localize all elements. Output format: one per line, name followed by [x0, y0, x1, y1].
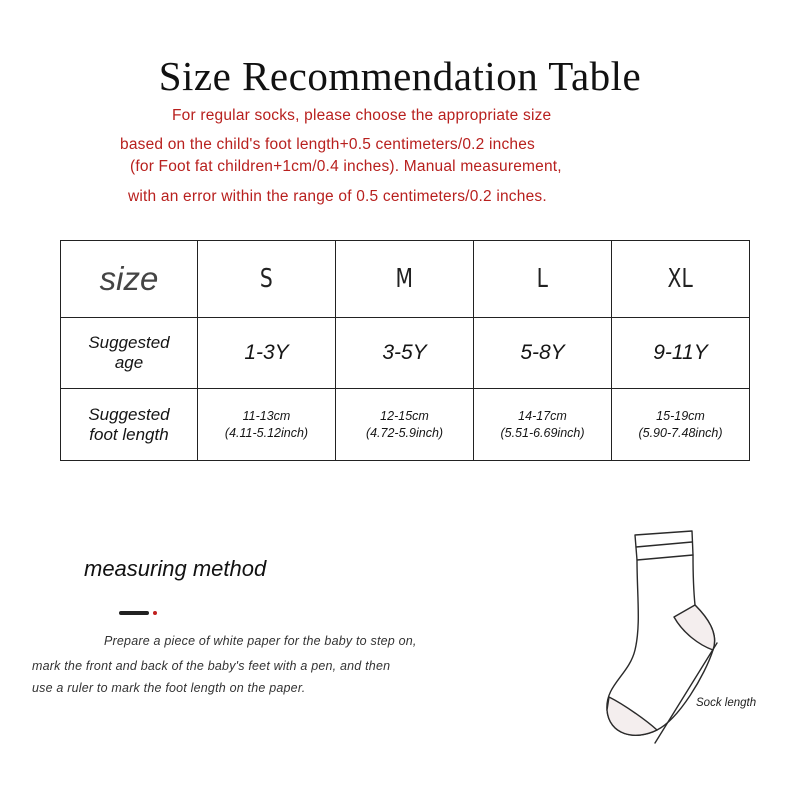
sock-icon [595, 525, 785, 755]
note-line-3: (for Foot fat children+1cm/0.4 inches). Manual measurement, [130, 158, 562, 175]
size-xl: XL [667, 264, 694, 294]
foot-inch-s: (4.11-5.12inch) [224, 425, 309, 440]
instruction-line-1: Prepare a piece of white paper for the baby to step on, [104, 634, 417, 648]
foot-cm-xl: 15-19cm [656, 408, 705, 423]
size-table [60, 240, 750, 461]
note-line-2: based on the child's foot length+0.5 centimeters/0.2 inches [120, 136, 536, 153]
age-label-1: Suggested [88, 333, 170, 352]
size-cell-m [336, 241, 474, 318]
instruction-line-3: use a ruler to mark the foot length on the paper. [32, 681, 306, 695]
size-cell-xl [612, 241, 750, 318]
page-title: Size Recommendation Table [158, 53, 642, 99]
table-row-age [61, 318, 750, 389]
size-m: M [395, 264, 414, 294]
foot-cell-l [474, 389, 612, 461]
foot-cm-s: 11-13cm [242, 408, 291, 423]
age-cell-m [336, 318, 474, 389]
size-s: S [260, 264, 273, 294]
table-row-foot-length [61, 389, 750, 461]
note-line-4: with an error within the range of 0.5 centimeters/0.2 inches. [128, 188, 547, 205]
age-l: 5-8Y [520, 341, 565, 364]
size-cell-s [198, 241, 336, 318]
age-label-2: age [114, 353, 144, 372]
foot-header-cell [61, 389, 198, 461]
foot-label-2: foot length [89, 424, 169, 444]
sock-length-label: Sock length [696, 697, 757, 709]
measuring-method-title: measuring method [84, 556, 267, 581]
size-header-label: size [99, 260, 159, 297]
age-cell-l [474, 318, 612, 389]
foot-cell-xl [612, 389, 750, 461]
age-cell-xl [612, 318, 750, 389]
foot-cell-m [336, 389, 474, 461]
divider-dash [119, 611, 149, 615]
age-cell-s [198, 318, 336, 389]
age-m: 3-5Y [382, 341, 427, 364]
foot-inch-l: (5.51-6.69inch) [500, 425, 585, 440]
foot-label-1: Suggested [88, 404, 170, 424]
size-header-cell [61, 241, 198, 318]
instruction-line-2: mark the front and back of the baby's feet with a pen, and then [32, 659, 391, 673]
table-row-size [61, 241, 750, 318]
note-line-1: For regular socks, please choose the appropriate size [172, 107, 552, 124]
size-cell-l [474, 241, 612, 318]
age-xl: 9-11Y [653, 341, 708, 364]
size-l: L [536, 264, 549, 294]
foot-cm-m: 12-15cm [380, 408, 429, 423]
age-s: 1-3Y [244, 341, 289, 364]
foot-cm-l: 14-17cm [518, 408, 567, 423]
foot-inch-m: (4.72-5.9inch) [365, 425, 444, 440]
foot-cell-s [198, 389, 336, 461]
divider-dot [153, 611, 157, 615]
age-header-cell [61, 318, 198, 389]
foot-inch-xl: (5.90-7.48inch) [638, 425, 723, 440]
